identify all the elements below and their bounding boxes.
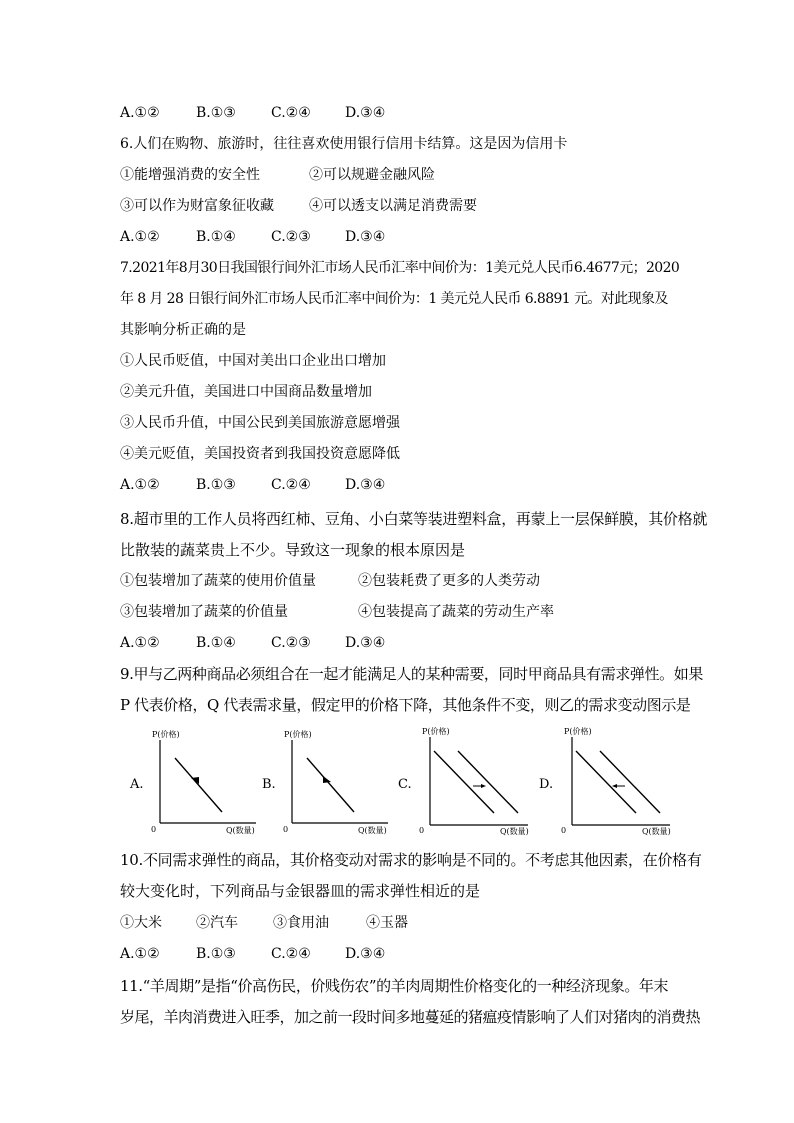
q10-options [120,944,385,964]
q8-stem-line-1: 8.超市里的工作人员将西红柿、豆角、小白菜等装进塑料盒，再蒙上一层保鲜膜，其价格就 [120,510,708,528]
q7-option-d: D.③④ [345,477,386,493]
q9-stem-line-1: 9.甲与乙两种商品必须组合在一起才能满足人的某种需要，同时甲商品具有需求弹性。如果 [120,665,703,683]
q10-option-a: A.①② [120,946,160,962]
q10-item-4: ④玉器 [366,915,408,931]
graph-b-arrow-up-icon [323,776,331,783]
q7-options [120,475,385,495]
q10-stem-line-2: 较大变化时，下列商品与金银器皿的需求弹性相近的是 [120,882,481,900]
graph-d [556,723,676,839]
q8-options [120,633,385,653]
q6-item-3: ③可以作为财富象征收藏 [120,198,274,214]
q7-item-2: ②美元升值，美国进口中国商品数量增加 [120,384,372,400]
q8-option-b: B.①④ [196,635,236,651]
q11-stem-line-2: 岁尾，羊肉消费进入旺季，加之前一段时间多地蔓延的猪瘟疫情影响了人们对猪肉的消费热 [120,1008,701,1026]
graph-d-origin: 0 [561,826,567,835]
q6-option-b: B.①④ [196,229,236,245]
graph-c-demand-curve-2 [458,751,518,813]
graph-c-label: C. [398,777,412,792]
q6-item-4: ④可以透支以满足消费需要 [309,198,477,214]
graph-c [414,723,534,839]
q9-stem-line-2: P 代表价格，Q 代表需求量，假定甲的价格下降，其他条件不变，则乙的需求变动图示是 [120,696,691,714]
graph-c-arrow-right-icon [481,784,486,788]
q8-item-3: ③包装增加了蔬菜的价值量 [120,604,288,620]
graph-a [146,726,266,838]
q10-stem-line-1: 10.不同需求弹性的商品，其价格变动对需求的影响是不同的。不考虑其他因素，在价格有 [120,851,702,869]
graph-b [278,726,398,838]
q6-item-1: ①能增强消费的安全性 [120,167,260,183]
q7-stem-line-2: 年 8 月 28 日银行间外汇市场人民币汇率中间价为：1 美元兑人民币 6.8891 元。对此现象及 [120,291,668,307]
q6-stem: 6.人们在购物、旅游时，往往喜欢使用银行信用卡结算。这是因为信用卡 [120,136,568,152]
q7-item-1: ①人民币贬值，中国对美出口企业出口增加 [120,353,386,369]
graph-a-x-axis-label: Q(数量) [226,826,255,835]
q7-option-a: A.①② [120,477,160,493]
q11-stem-line-1: 11.“羊周期”是指“价高伤民，价贱伤农”的羊肉周期性价格变化的一种经济现象。年末 [120,977,669,995]
graph-b-label: B. [262,777,276,792]
q7-stem-line-1: 7.2021年8月30日我国银行间外汇市场人民币汇率中间价为：1美元兑人民币6.4677元；2020 [120,260,680,276]
q8-option-c: C.②③ [271,635,311,651]
q10-option-b: B.①③ [196,946,236,962]
q8-item-2: ②包装耗费了更多的人类劳动 [358,573,540,589]
graph-d-demand-curve-1 [576,751,636,813]
q5-option-b: B.①③ [196,105,236,121]
graph-d-x-axis-label: Q(数量) [642,827,671,836]
q7-option-c: C.②④ [271,477,311,493]
graph-d-demand-curve-2 [600,751,660,813]
q5-option-c: C.②④ [271,105,311,121]
q6-item-2: ②可以规避金融风险 [309,167,435,183]
graph-d-label: D. [539,777,554,792]
graph-a-label: A. [130,777,144,792]
q6-option-d: D.③④ [345,229,386,245]
q7-option-b: B.①③ [196,477,236,493]
graph-d-y-axis-label: P(价格) [564,727,592,736]
graph-a-y-axis-label: P(价格) [152,730,180,739]
graph-b-origin: 0 [283,825,289,834]
q10-option-d: D.③④ [345,946,386,962]
q8-item-4: ④包装提高了蔬菜的劳动生产率 [358,604,554,620]
q7-item-3: ③人民币升值，中国公民到美国旅游意愿增强 [120,415,400,431]
q10-item-3: ③食用油 [273,915,329,931]
q5-options [120,103,385,123]
q8-option-d: D.③④ [345,635,386,651]
graph-b-x-axis-label: Q(数量) [358,826,387,835]
graph-a-demand-curve [175,758,222,812]
graph-b-demand-curve [307,758,354,812]
q6-options [120,227,385,247]
q5-option-d: D.③④ [345,105,386,121]
q10-item-2: ②汽车 [196,915,238,931]
graph-a-origin: 0 [151,825,157,834]
q10-option-c: C.②④ [271,946,311,962]
graph-c-x-axis-label: Q(数量) [500,827,529,836]
graph-c-demand-curve-1 [434,751,494,813]
graph-a-arrow-down-icon [191,777,199,784]
q7-item-4: ④美元贬值，美国投资者到我国投资意愿降低 [120,446,400,462]
graph-c-y-axis-label: P(价格) [422,727,450,736]
q8-item-1: ①包装增加了蔬菜的使用价值量 [120,573,316,589]
q7-stem-line-3: 其影响分析正确的是 [120,322,246,338]
q8-stem-line-2: 比散装的蔬菜贵上不少。导致这一现象的根本原因是 [120,541,466,559]
q10-item-1: ①大米 [120,915,162,931]
graph-c-origin: 0 [419,826,425,835]
q6-option-c: C.②③ [271,229,311,245]
graph-d-arrow-left-icon [612,784,617,788]
q8-option-a: A.①② [120,635,160,651]
q5-option-a: A.①② [120,105,160,121]
graph-b-y-axis-label: P(价格) [284,730,312,739]
q6-option-a: A.①② [120,229,160,245]
